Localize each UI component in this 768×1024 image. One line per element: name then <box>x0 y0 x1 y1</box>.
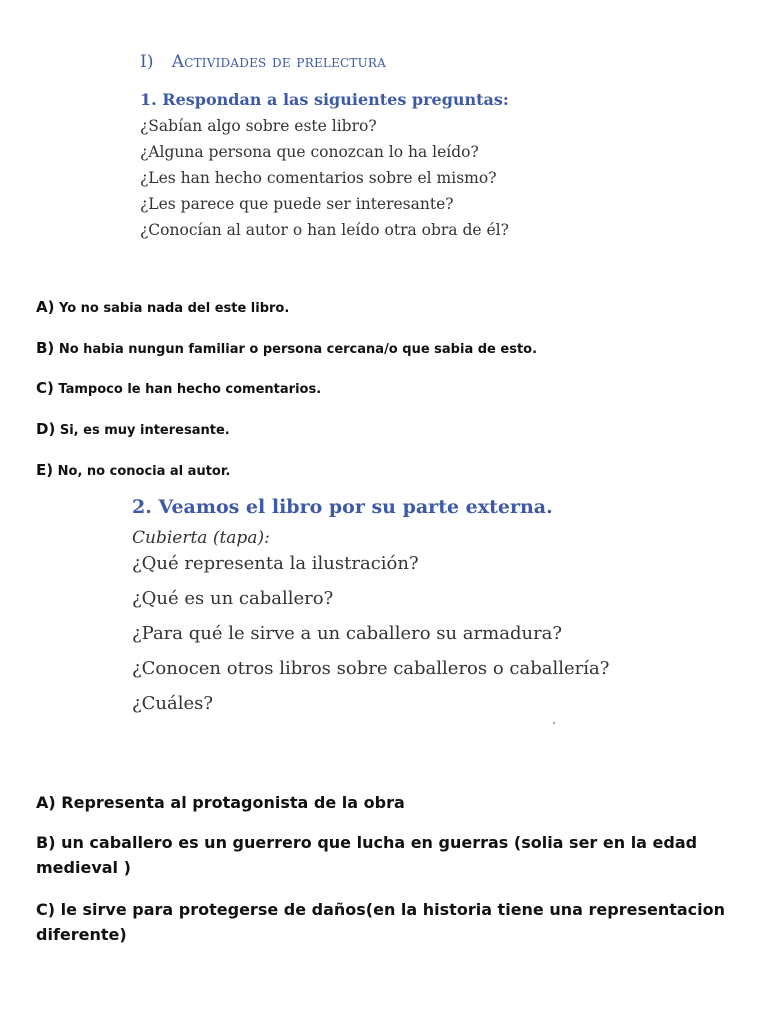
answer-paragraph: C) le sirve para protegerse de daños(en la historia tiene una representacion diferente) <box>36 900 725 944</box>
section-numeral: I) <box>140 52 154 72</box>
external-scan <box>132 496 610 746</box>
section-title <box>140 52 580 72</box>
question-item: ¿Qué es un caballero? <box>132 588 334 609</box>
scan-speck <box>553 722 555 724</box>
answer-text: Tampoco le han hecho comentarios. <box>58 382 322 397</box>
section-title-text: Actividades de prelectura <box>171 52 387 72</box>
question-item: ¿Conocen otros libros sobre caballeros o caballería? <box>132 658 610 679</box>
answer-letter: C) <box>36 379 54 397</box>
question-item: ¿Sabían algo sobre este libro? <box>140 117 377 135</box>
question-item: ¿Para qué le sirve a un caballero su armadura? <box>132 623 563 644</box>
question-item: ¿Qué representa la ilustración? <box>132 553 419 574</box>
answer-text: Yo no sabia nada del este libro. <box>59 301 290 316</box>
question-item: ¿Les parece que puede ser interesante? <box>140 195 454 213</box>
answer-text: No habia nungun familiar o persona cercana/o que sabia de esto. <box>58 342 538 357</box>
answer-letter: D) <box>36 420 56 438</box>
question-item: ¿Conocían al autor o han leído otra obra de él? <box>140 221 509 239</box>
answer-text: No, no conocia al autor. <box>57 464 231 479</box>
answer-item <box>36 339 736 357</box>
question-item: ¿Cuáles? <box>132 693 214 714</box>
answer-text: Si, es muy interesante. <box>59 423 230 438</box>
question-item: ¿Alguna persona que conozcan lo ha leído? <box>140 143 479 161</box>
answer-paragraph: A) Representa al protagonista de la obra <box>36 793 405 812</box>
question-item: ¿Les han hecho comentarios sobre el mismo? <box>140 169 497 187</box>
answer-item <box>36 379 736 397</box>
prereading-scan <box>140 52 580 282</box>
answer-item <box>36 461 736 479</box>
answer-item <box>36 298 736 316</box>
answer-paragraph: B) un caballero es un guerrero que lucha en guerras (solia ser en la edad medieval ) <box>36 833 698 877</box>
answer-letter: E) <box>36 461 54 479</box>
question-heading: 1. Respondan a las siguientes preguntas: <box>140 90 509 109</box>
external-question-list <box>132 546 610 721</box>
cover-subheading: Cubierta (tapa): <box>132 528 270 548</box>
answer-letter: A) <box>36 298 55 316</box>
question-list <box>140 113 580 243</box>
answer-item <box>36 420 736 438</box>
answer-letter: B) <box>36 339 55 357</box>
external-heading: 2. Veamos el libro por su parte externa. <box>132 496 553 518</box>
